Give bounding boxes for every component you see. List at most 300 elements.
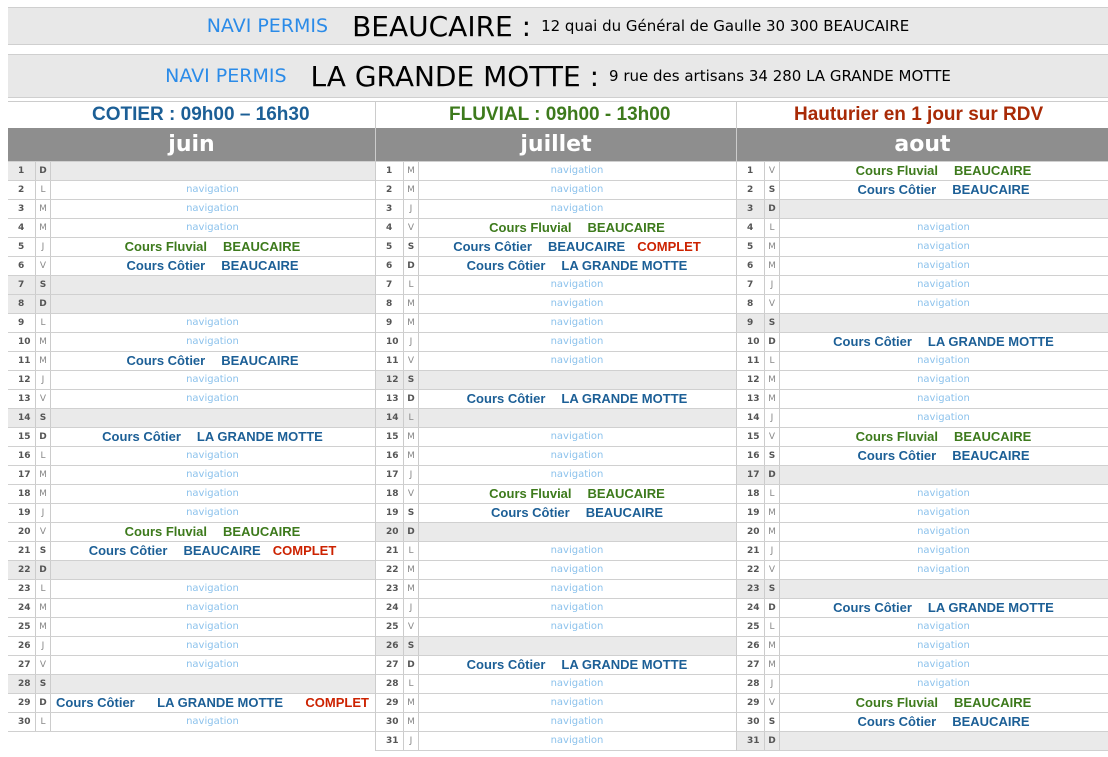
day-number: 30 bbox=[376, 713, 404, 731]
course-entry bbox=[779, 428, 1108, 446]
course-type: Cours Fluvial bbox=[855, 429, 939, 444]
navigation-label: navigation bbox=[917, 564, 970, 575]
weekday-letter: M bbox=[765, 238, 780, 256]
weekday-letter: J bbox=[36, 504, 51, 522]
day-row bbox=[376, 161, 736, 180]
course-type: Cours Côtier bbox=[857, 182, 937, 197]
course-location: LA GRANDE MOTTE bbox=[196, 429, 323, 444]
course-entry bbox=[418, 485, 736, 503]
weekday-letter: L bbox=[36, 181, 51, 199]
navigation-label: navigation bbox=[550, 678, 604, 689]
day-row bbox=[8, 541, 375, 560]
day-number: 19 bbox=[8, 504, 36, 522]
day-number: 14 bbox=[8, 409, 36, 427]
weekday-letter: M bbox=[765, 656, 780, 674]
course-location: BEAUCAIRE bbox=[587, 220, 665, 235]
weekday-letter: D bbox=[404, 257, 419, 275]
course-type: Cours Fluvial bbox=[124, 239, 208, 254]
navigation-label: navigation bbox=[550, 564, 604, 575]
weekday-letter: J bbox=[36, 371, 51, 389]
status-complet: COMPLET bbox=[305, 695, 369, 710]
course-entry bbox=[50, 523, 375, 541]
day-row bbox=[737, 617, 1108, 636]
day-row bbox=[8, 218, 375, 237]
day-row bbox=[376, 332, 736, 351]
day-row bbox=[737, 256, 1108, 275]
weekday-letter: L bbox=[765, 219, 780, 237]
day-row bbox=[376, 446, 736, 465]
day-number: 16 bbox=[737, 447, 765, 465]
navigation-label: navigation bbox=[917, 678, 970, 689]
navigation-label: navigation bbox=[550, 583, 604, 594]
weekday-letter: D bbox=[765, 200, 780, 218]
month-header-juillet: juillet bbox=[376, 128, 736, 161]
empty-cell bbox=[779, 200, 1108, 218]
weekday-letter: V bbox=[765, 295, 780, 313]
day-row bbox=[376, 503, 736, 522]
day-row bbox=[376, 636, 736, 655]
brand-name: NAVI PERMIS bbox=[165, 65, 287, 87]
weekday-letter: L bbox=[36, 314, 51, 332]
day-row bbox=[737, 674, 1108, 693]
weekday-letter: S bbox=[36, 675, 51, 693]
day-row bbox=[737, 560, 1108, 579]
day-row bbox=[737, 180, 1108, 199]
course-location: BEAUCAIRE bbox=[223, 524, 301, 539]
course-type: Cours Fluvial bbox=[489, 486, 572, 501]
navigation-label: navigation bbox=[186, 203, 239, 214]
day-row bbox=[376, 294, 736, 313]
weekday-letter: J bbox=[765, 542, 780, 560]
weekday-letter: V bbox=[36, 523, 51, 541]
navigation-label: navigation bbox=[917, 393, 970, 404]
day-row bbox=[376, 408, 736, 427]
day-row bbox=[737, 636, 1108, 655]
navigation-label: navigation bbox=[550, 165, 604, 176]
navigation-label: navigation bbox=[917, 298, 970, 309]
navigation-label: navigation bbox=[186, 450, 239, 461]
day-row bbox=[376, 275, 736, 294]
course-entry bbox=[50, 352, 375, 370]
weekday-letter: D bbox=[404, 390, 419, 408]
day-row bbox=[737, 541, 1108, 560]
weekday-letter: S bbox=[404, 504, 419, 522]
day-number: 14 bbox=[376, 409, 404, 427]
day-number: 15 bbox=[737, 428, 765, 446]
day-number: 4 bbox=[737, 219, 765, 237]
navigation-label: navigation bbox=[917, 526, 970, 537]
day-row bbox=[8, 465, 375, 484]
weekday-letter: M bbox=[36, 352, 51, 370]
day-row bbox=[737, 522, 1108, 541]
day-row bbox=[8, 446, 375, 465]
weekday-letter: L bbox=[36, 713, 51, 731]
day-row bbox=[376, 218, 736, 237]
day-number: 26 bbox=[8, 637, 36, 655]
navigation-label: navigation bbox=[186, 583, 239, 594]
day-row bbox=[737, 218, 1108, 237]
day-row bbox=[8, 693, 375, 712]
weekday-letter: J bbox=[36, 637, 51, 655]
day-number: 31 bbox=[376, 732, 404, 750]
weekday-letter: S bbox=[404, 637, 419, 655]
day-number: 10 bbox=[376, 333, 404, 351]
day-number: 25 bbox=[376, 618, 404, 636]
day-number: 30 bbox=[737, 713, 765, 731]
weekday-letter: M bbox=[404, 713, 419, 731]
day-number: 1 bbox=[8, 162, 36, 180]
day-number: 24 bbox=[376, 599, 404, 617]
navigation-label: navigation bbox=[917, 621, 970, 632]
weekday-letter: M bbox=[765, 637, 780, 655]
day-row bbox=[376, 674, 736, 693]
weekday-letter: D bbox=[404, 656, 419, 674]
weekday-letter: S bbox=[765, 447, 780, 465]
day-row bbox=[8, 560, 375, 579]
weekday-letter: M bbox=[404, 162, 419, 180]
weekday-letter: M bbox=[36, 485, 51, 503]
course-location: BEAUCAIRE bbox=[952, 182, 1030, 197]
weekday-letter: M bbox=[404, 181, 419, 199]
day-row bbox=[8, 294, 375, 313]
day-number: 13 bbox=[376, 390, 404, 408]
day-row bbox=[737, 294, 1108, 313]
course-location: LA GRANDE MOTTE bbox=[561, 391, 688, 406]
weekday-letter: M bbox=[404, 314, 419, 332]
day-number: 11 bbox=[8, 352, 36, 370]
weekday-letter: V bbox=[765, 694, 780, 712]
day-number: 9 bbox=[8, 314, 36, 332]
course-entry bbox=[418, 504, 736, 522]
day-number: 17 bbox=[737, 466, 765, 484]
weekday-letter: M bbox=[765, 257, 780, 275]
day-row bbox=[376, 541, 736, 560]
empty-cell bbox=[50, 162, 375, 180]
day-row bbox=[737, 712, 1108, 731]
day-number: 7 bbox=[8, 276, 36, 294]
weekday-letter: M bbox=[765, 504, 780, 522]
status-complet: COMPLET bbox=[637, 239, 701, 254]
day-row bbox=[376, 579, 736, 598]
day-number: 23 bbox=[8, 580, 36, 598]
header-beaucaire bbox=[8, 7, 1108, 45]
weekday-letter: M bbox=[36, 466, 51, 484]
day-number: 5 bbox=[376, 238, 404, 256]
day-row bbox=[8, 275, 375, 294]
day-number: 7 bbox=[376, 276, 404, 294]
weekday-letter: L bbox=[36, 447, 51, 465]
weekday-letter: S bbox=[765, 314, 780, 332]
course-location: BEAUCAIRE bbox=[221, 353, 299, 368]
course-entry bbox=[418, 219, 736, 237]
course-entry bbox=[50, 257, 375, 275]
day-number: 11 bbox=[737, 352, 765, 370]
day-number: 6 bbox=[376, 257, 404, 275]
weekday-letter: S bbox=[765, 181, 780, 199]
day-row bbox=[376, 389, 736, 408]
day-row bbox=[8, 199, 375, 218]
schedule-fluvial: FLUVIAL : 09h00 - 13h00 bbox=[449, 104, 671, 125]
schedule-hauturier: Hauturier en 1 jour sur RDV bbox=[794, 104, 1044, 125]
course-location: BEAUCAIRE bbox=[221, 258, 299, 273]
day-number: 22 bbox=[376, 561, 404, 579]
course-type: Cours Fluvial bbox=[124, 524, 208, 539]
weekday-letter: S bbox=[404, 371, 419, 389]
navigation-label: navigation bbox=[186, 336, 239, 347]
day-number: 3 bbox=[737, 200, 765, 218]
day-number: 3 bbox=[376, 200, 404, 218]
day-number: 28 bbox=[737, 675, 765, 693]
day-row bbox=[8, 636, 375, 655]
weekday-letter: D bbox=[765, 466, 780, 484]
day-row bbox=[376, 199, 736, 218]
course-location: BEAUCAIRE bbox=[587, 486, 665, 501]
day-number: 10 bbox=[8, 333, 36, 351]
day-row bbox=[376, 465, 736, 484]
day-row bbox=[737, 465, 1108, 484]
navigation-label: navigation bbox=[550, 298, 604, 309]
course-location: LA GRANDE MOTTE bbox=[157, 695, 284, 710]
day-number: 26 bbox=[737, 637, 765, 655]
weekday-letter: J bbox=[404, 732, 419, 750]
day-number: 13 bbox=[8, 390, 36, 408]
weekday-letter: V bbox=[404, 352, 419, 370]
weekday-letter: V bbox=[36, 257, 51, 275]
weekday-letter: J bbox=[765, 409, 780, 427]
course-entry bbox=[50, 542, 375, 560]
day-row bbox=[737, 408, 1108, 427]
day-number: 25 bbox=[737, 618, 765, 636]
weekday-letter: M bbox=[765, 523, 780, 541]
weekday-letter: V bbox=[765, 561, 780, 579]
weekday-letter: M bbox=[404, 580, 419, 598]
weekday-letter: S bbox=[36, 276, 51, 294]
empty-cell bbox=[779, 314, 1108, 332]
weekday-letter: V bbox=[765, 162, 780, 180]
navigation-label: navigation bbox=[917, 241, 970, 252]
day-number: 5 bbox=[737, 238, 765, 256]
weekday-letter: J bbox=[765, 675, 780, 693]
day-row bbox=[737, 237, 1108, 256]
address: 12 quai du Général de Gaulle 30 300 BEAUCAIRE bbox=[541, 17, 910, 35]
course-entry bbox=[418, 390, 736, 408]
month-header-row bbox=[8, 128, 1108, 161]
day-row bbox=[376, 731, 736, 750]
weekday-letter: D bbox=[36, 561, 51, 579]
course-entry bbox=[50, 694, 375, 712]
day-number: 17 bbox=[376, 466, 404, 484]
weekday-letter: M bbox=[404, 694, 419, 712]
month-header-aout: aout bbox=[737, 128, 1108, 161]
day-row bbox=[8, 712, 375, 731]
empty-cell bbox=[50, 561, 375, 579]
course-location: BEAUCAIRE bbox=[585, 505, 664, 520]
day-number: 29 bbox=[376, 694, 404, 712]
navigation-label: navigation bbox=[186, 469, 239, 480]
day-number: 1 bbox=[737, 162, 765, 180]
day-number: 2 bbox=[8, 181, 36, 199]
day-number: 22 bbox=[8, 561, 36, 579]
weekday-letter: D bbox=[404, 523, 419, 541]
day-row bbox=[8, 522, 375, 541]
day-row bbox=[8, 503, 375, 522]
day-number: 8 bbox=[8, 295, 36, 313]
day-row bbox=[737, 731, 1108, 750]
day-number: 18 bbox=[737, 485, 765, 503]
navigation-label: navigation bbox=[186, 659, 239, 670]
course-entry bbox=[779, 181, 1108, 199]
brand-name: NAVI PERMIS bbox=[206, 15, 329, 37]
weekday-letter: V bbox=[765, 428, 780, 446]
day-number: 6 bbox=[737, 257, 765, 275]
navigation-label: navigation bbox=[186, 374, 239, 385]
course-entry bbox=[418, 257, 736, 275]
course-location: BEAUCAIRE bbox=[952, 448, 1030, 463]
weekday-letter: V bbox=[404, 219, 419, 237]
day-number: 11 bbox=[376, 352, 404, 370]
course-location: BEAUCAIRE bbox=[223, 239, 301, 254]
day-row bbox=[737, 427, 1108, 446]
day-row bbox=[8, 237, 375, 256]
navigation-label: navigation bbox=[550, 545, 604, 556]
course-entry bbox=[50, 428, 375, 446]
navigation-label: navigation bbox=[186, 488, 239, 499]
empty-cell bbox=[779, 580, 1108, 598]
weekday-letter: L bbox=[36, 580, 51, 598]
day-number: 2 bbox=[376, 181, 404, 199]
course-type: Cours Côtier bbox=[857, 448, 937, 463]
course-entry bbox=[779, 333, 1108, 351]
day-row bbox=[8, 370, 375, 389]
weekday-letter: J bbox=[765, 276, 780, 294]
day-row bbox=[8, 313, 375, 332]
navigation-label: navigation bbox=[550, 602, 604, 613]
weekday-letter: S bbox=[36, 409, 51, 427]
day-number: 27 bbox=[737, 656, 765, 674]
day-row bbox=[376, 560, 736, 579]
day-number: 21 bbox=[376, 542, 404, 560]
weekday-letter: V bbox=[404, 485, 419, 503]
course-location: BEAUCAIRE bbox=[183, 543, 261, 558]
day-row bbox=[737, 275, 1108, 294]
weekday-letter: D bbox=[36, 295, 51, 313]
day-number: 10 bbox=[737, 333, 765, 351]
day-number: 30 bbox=[8, 713, 36, 731]
course-entry bbox=[779, 599, 1108, 617]
weekday-letter: V bbox=[404, 618, 419, 636]
weekday-letter: L bbox=[404, 409, 419, 427]
day-number: 18 bbox=[376, 485, 404, 503]
empty-cell bbox=[779, 466, 1108, 484]
day-number: 8 bbox=[376, 295, 404, 313]
weekday-letter: L bbox=[404, 542, 419, 560]
empty-cell bbox=[418, 409, 736, 427]
day-number: 26 bbox=[376, 637, 404, 655]
course-type: Cours Côtier bbox=[490, 505, 570, 520]
empty-cell bbox=[50, 409, 375, 427]
course-location: BEAUCAIRE bbox=[952, 714, 1030, 729]
weekday-letter: D bbox=[36, 694, 51, 712]
column-bottom-border bbox=[376, 750, 736, 751]
day-number: 3 bbox=[8, 200, 36, 218]
column-bottom-border bbox=[8, 731, 375, 732]
navigation-label: navigation bbox=[550, 716, 604, 727]
weekday-letter: M bbox=[36, 200, 51, 218]
navigation-label: navigation bbox=[186, 602, 239, 613]
schedule-cotier: COTIER : 09h00 – 16h30 bbox=[92, 104, 310, 125]
day-number: 16 bbox=[8, 447, 36, 465]
day-number: 16 bbox=[376, 447, 404, 465]
navigation-label: navigation bbox=[550, 336, 604, 347]
column-divider bbox=[375, 101, 376, 751]
weekday-letter: J bbox=[404, 333, 419, 351]
weekday-letter: M bbox=[765, 390, 780, 408]
day-row bbox=[376, 256, 736, 275]
day-number: 18 bbox=[8, 485, 36, 503]
day-number: 19 bbox=[737, 504, 765, 522]
day-row bbox=[376, 693, 736, 712]
day-number: 20 bbox=[8, 523, 36, 541]
course-type: Cours Fluvial bbox=[855, 163, 939, 178]
weekday-letter: M bbox=[404, 295, 419, 313]
weekday-letter: L bbox=[765, 618, 780, 636]
course-location: BEAUCAIRE bbox=[547, 239, 626, 254]
navigation-label: navigation bbox=[550, 735, 604, 746]
course-type: Cours Côtier bbox=[857, 714, 937, 729]
day-row bbox=[376, 522, 736, 541]
day-row bbox=[737, 313, 1108, 332]
status-complet: COMPLET bbox=[272, 543, 337, 558]
empty-cell bbox=[418, 371, 736, 389]
navigation-label: navigation bbox=[917, 412, 970, 423]
weekday-letter: D bbox=[36, 162, 51, 180]
day-number: 23 bbox=[376, 580, 404, 598]
day-row bbox=[8, 161, 375, 180]
empty-cell bbox=[50, 675, 375, 693]
day-number: 2 bbox=[737, 181, 765, 199]
course-location: LA GRANDE MOTTE bbox=[927, 600, 1054, 615]
weekday-letter: S bbox=[404, 238, 419, 256]
day-row bbox=[8, 427, 375, 446]
course-type: Cours Fluvial bbox=[489, 220, 572, 235]
navigation-label: navigation bbox=[186, 317, 239, 328]
navigation-label: navigation bbox=[186, 640, 239, 651]
navigation-label: navigation bbox=[550, 279, 604, 290]
course-type: Cours Côtier bbox=[56, 695, 135, 710]
navigation-label: navigation bbox=[917, 507, 970, 518]
weekday-letter: D bbox=[765, 333, 780, 351]
course-type: Cours Côtier bbox=[466, 657, 546, 672]
weekday-letter: S bbox=[765, 713, 780, 731]
month-header-juin: juin bbox=[8, 128, 375, 161]
day-number: 12 bbox=[376, 371, 404, 389]
weekday-letter: M bbox=[36, 333, 51, 351]
navigation-label: navigation bbox=[550, 469, 604, 480]
day-number: 19 bbox=[376, 504, 404, 522]
weekday-letter: M bbox=[404, 428, 419, 446]
navigation-label: navigation bbox=[550, 431, 604, 442]
course-location: BEAUCAIRE bbox=[954, 163, 1032, 178]
day-number: 28 bbox=[376, 675, 404, 693]
day-number: 21 bbox=[8, 542, 36, 560]
navigation-label: navigation bbox=[186, 393, 239, 404]
day-row bbox=[8, 484, 375, 503]
empty-cell bbox=[779, 732, 1108, 750]
day-row bbox=[737, 351, 1108, 370]
day-number: 14 bbox=[737, 409, 765, 427]
weekday-letter: M bbox=[765, 371, 780, 389]
city-name: LA GRANDE MOTTE : bbox=[310, 59, 600, 93]
